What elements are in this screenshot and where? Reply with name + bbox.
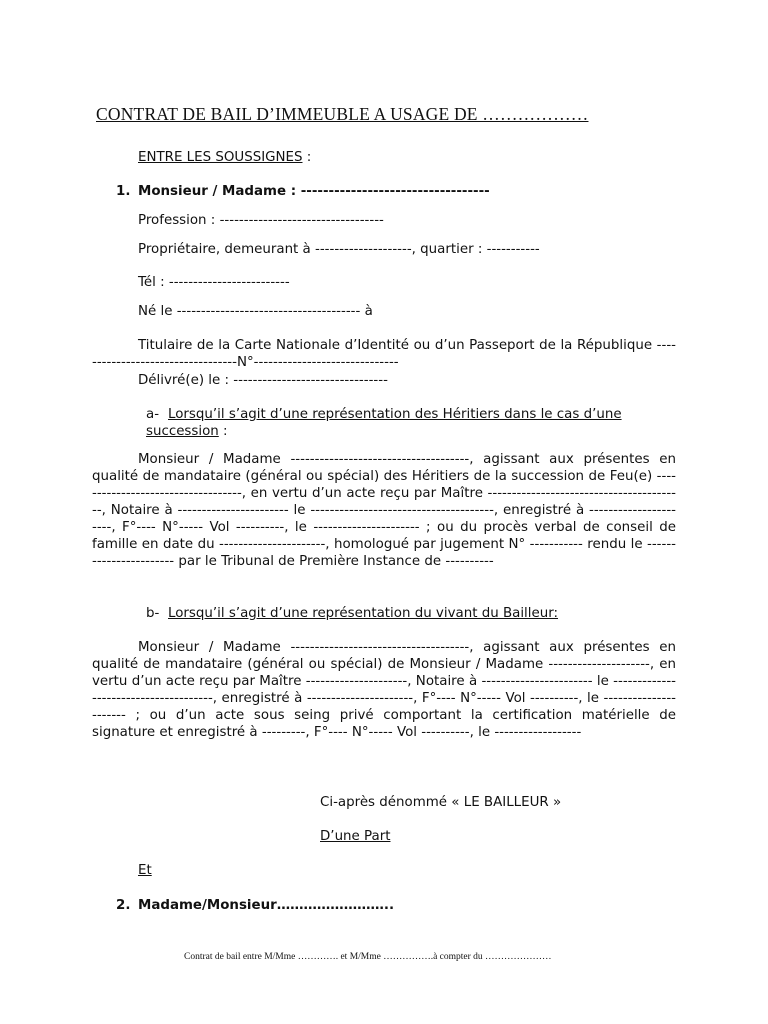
page-footer: Contrat de bail entre M/Mme …………. et M/Mme …………….à compter du ………………… xyxy=(184,952,552,962)
section-b-title: Lorsqu’il s’agit d’une représentation du vivant du Bailleur: xyxy=(168,606,559,621)
section-b-paragraph: Monsieur / Madame -------------------------------------, agissant aux présentes en qualité de mandataire (général ou spécial) de Monsieur / Madame ---------------------, en vertu d’un acte reçu par Maître ---------------------, Notaire à ----------------------- le --------------------------------------, enregistré à ----------------------, F°---- N°----- Vol ----------, le ---------------------- ; ou d’un acte sous seing privé comportant la certification matérielle de signature et enregistré à ---------, F°---- N°----- Vol ----------, le ------------------ xyxy=(92,640,676,740)
party1-heading xyxy=(116,183,490,200)
section-a-paragraph: Monsieur / Madame -------------------------------------, agissant aux présentes en qualité de mandataire (général ou spécial) des Héritiers de la succession de Feu(e) -----------------------------------, en vertu d’un acte reçu par Maître -----------------------------------------, Notaire à ----------------------- le --------------------------------------, enregistré à ----------------------, F°---- N°----- Vol ----------, le ---------------------- ; ou du procès verbal de conseil de famille en date du ----------------------, homologué par jugement N° ----------- rendu le ----------------------- par le Tribunal de Première Instance de ---------- xyxy=(92,452,676,569)
section-b-letter: b- xyxy=(146,606,160,621)
section-a-title: Lorsqu’il s’agit d’une représentation des Héritiers dans le cas d’une succession xyxy=(146,407,622,439)
party1-ne-le: Né le -------------------------------------- à xyxy=(138,304,373,319)
party2-name-line: Madame/Monsieur…………………….. xyxy=(138,898,395,913)
party1-number: 1. xyxy=(116,184,131,199)
dune-part: D’une Part xyxy=(320,829,391,844)
party1-titulaire: Titulaire de la Carte Nationale d’Identité ou d’un Passeport de la République ----------------------------------N°------------------------------ xyxy=(92,338,676,370)
section-a-colon: : xyxy=(218,424,228,439)
party1-profession: Profession : ---------------------------------- xyxy=(138,213,384,228)
document-title: CONTRAT DE BAIL D’IMMEUBLE A USAGE DE ……………… xyxy=(96,104,589,124)
party1-name-line: Monsieur / Madame : ---------------------------------- xyxy=(138,184,490,199)
entre-les-soussignes xyxy=(138,149,311,166)
section-b-heading xyxy=(146,605,558,622)
entre-colon: : xyxy=(302,150,312,165)
party1-tel: Tél : ------------------------- xyxy=(138,275,290,290)
entre-label: ENTRE LES SOUSSIGNES xyxy=(138,150,303,165)
et-label: Et xyxy=(138,863,152,878)
party2-number: 2. xyxy=(116,898,131,913)
section-a-heading xyxy=(146,406,676,440)
ci-apres-denomme: Ci-après dénommé « LE BAILLEUR » xyxy=(320,795,562,810)
party1-delivre: Délivré(e) le : -------------------------------- xyxy=(138,373,388,388)
party1-proprietaire: Propriétaire, demeurant à --------------------, quartier : ----------- xyxy=(138,242,540,257)
section-a-letter: a- xyxy=(146,407,160,422)
party2-heading xyxy=(116,897,394,914)
